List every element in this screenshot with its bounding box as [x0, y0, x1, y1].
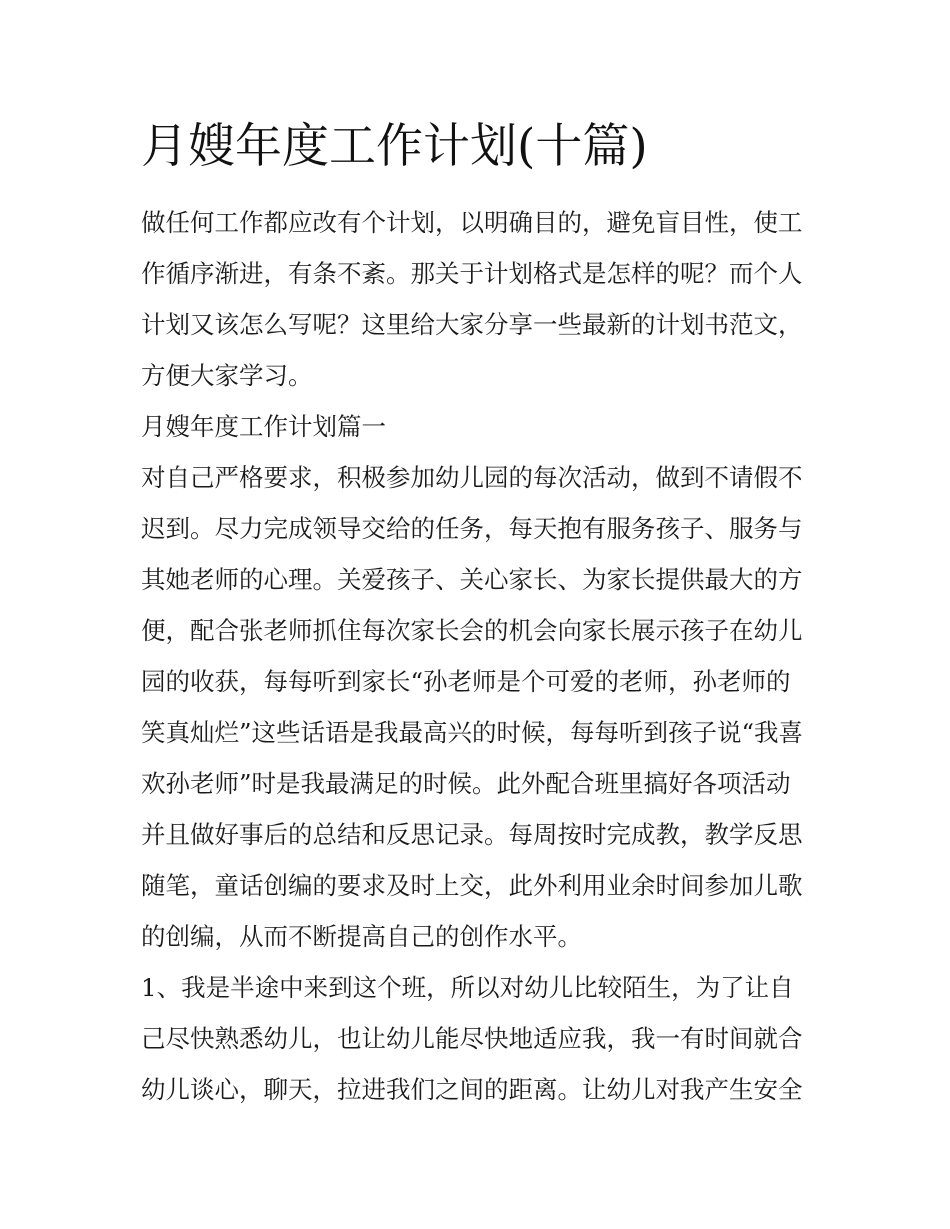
- text-line: 随笔，童话创编的要求及时上交，此外利用业余时间参加儿歌: [141, 871, 803, 900]
- text-line: 笑真灿烂”这些话语是我最高兴的时候，每每听到孩子说“我喜: [141, 718, 804, 747]
- intro-paragraph: [141, 197, 817, 401]
- document-title: 月嫂年度工作计划(十篇): [141, 119, 648, 174]
- document-body: [141, 197, 817, 1115]
- text-line: 其她老师的心理。关爱孩子、关心家长、为家长提供最大的方: [141, 565, 803, 594]
- text-line: 对自己严格要求，积极参加幼儿园的每次活动，做到不请假不: [141, 463, 803, 492]
- text-line: 欢孙老师”时是我最满足的时候。此外配合班里搞好各项活动: [141, 769, 791, 798]
- section-heading: 月嫂年度工作计划篇一: [141, 412, 386, 441]
- text-line: 园的收获，每每听到家长“孙老师是个可爱的老师，孙老师的: [141, 667, 791, 696]
- text-line: 并且做好事后的总结和反思记录。每周按时完成教，教学反思: [141, 820, 803, 849]
- paragraph-1: [141, 452, 817, 962]
- text-line: 作循序渐进，有条不紊。那关于计划格式是怎样的呢？而个人: [141, 259, 803, 288]
- text-line: 方便大家学习。: [141, 361, 313, 390]
- text-line: 1、我是半途中来到这个班，所以对幼儿比较陌生，为了让自: [141, 973, 794, 1002]
- text-line: 做任何工作都应改有个计划，以明确目的，避免盲目性，使工: [141, 208, 803, 237]
- paragraph-2: [141, 962, 817, 1115]
- text-line: 迟到。尽力完成领导交给的任务，每天抱有服务孩子、服务与: [141, 514, 803, 543]
- text-line: 便，配合张老师抓住每次家长会的机会向家长展示孩子在幼儿: [141, 616, 803, 645]
- text-line: 己尽快熟悉幼儿，也让幼儿能尽快地适应我，我一有时间就合: [141, 1024, 803, 1053]
- text-line: 幼儿谈心，聊天，拉进我们之间的距离。让幼儿对我产生安全: [141, 1075, 803, 1104]
- text-line: 计划又该怎么写呢？这里给大家分享一些最新的计划书范文，: [141, 310, 803, 339]
- text-line: 的创编，从而不断提高自己的创作水平。: [141, 922, 582, 951]
